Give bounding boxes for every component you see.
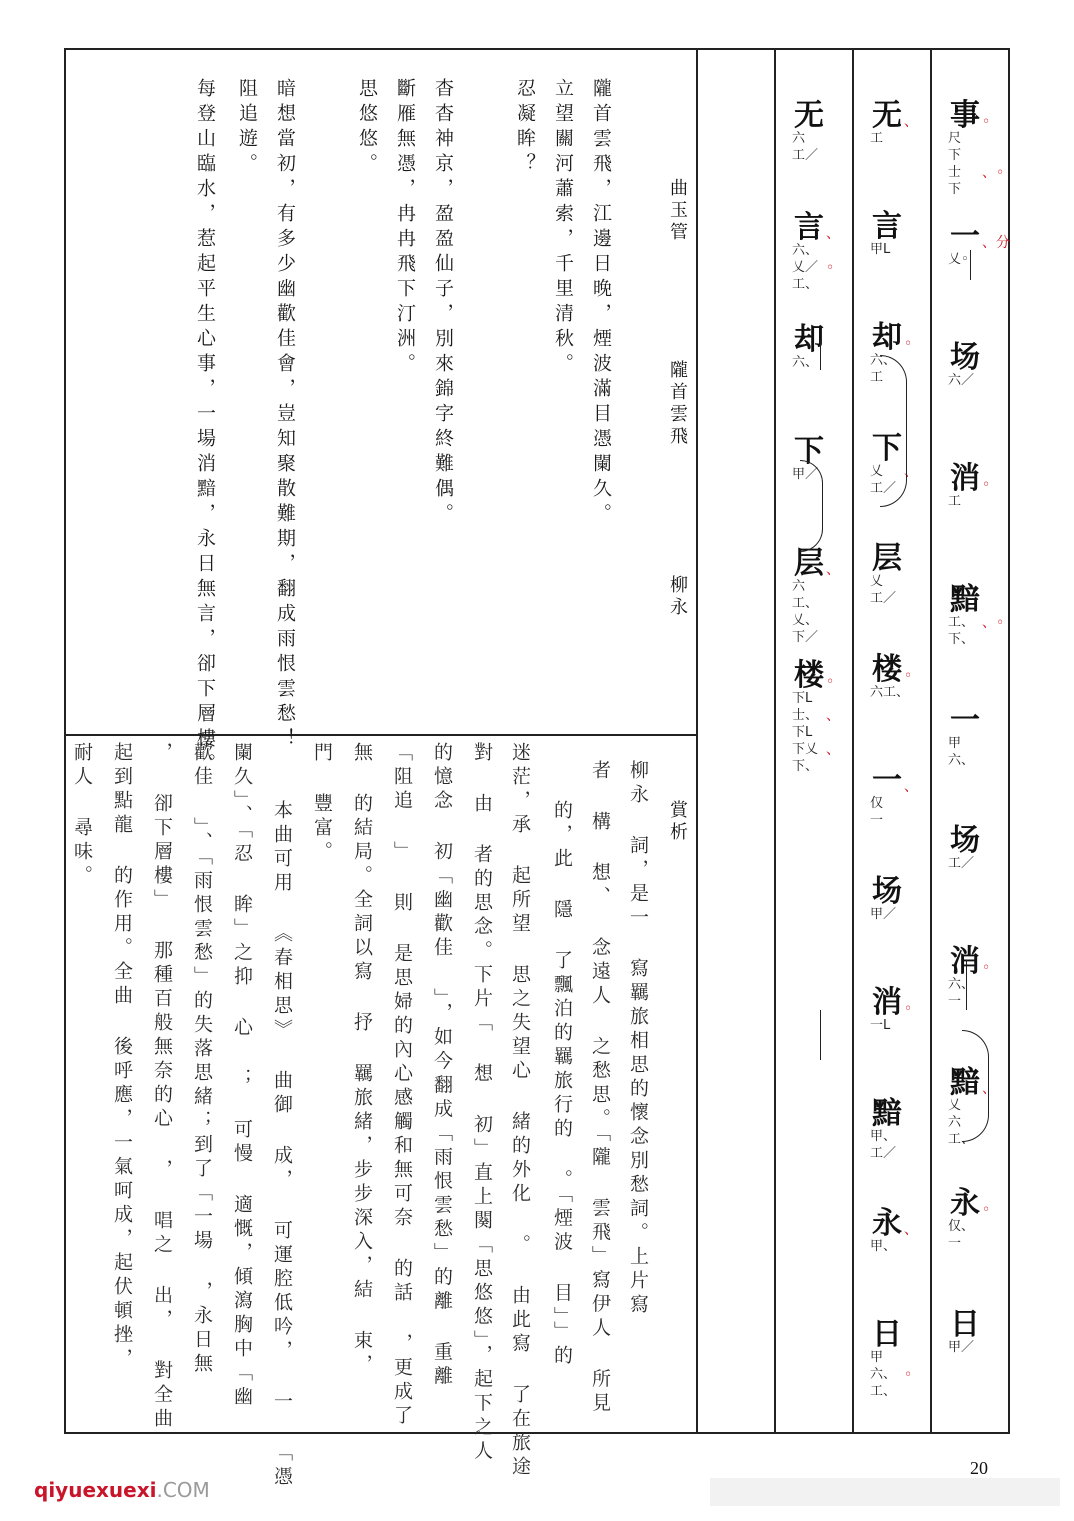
lyric-character: 楼 [794,658,824,693]
lyric-character: 一 [950,219,980,254]
divider-score-1 [774,48,776,1434]
rhythm-marks: ◦ [904,336,913,352]
lyric-character: 无 [872,98,902,133]
lyric-character: 楼 [872,652,902,687]
rhythm-marks: 、 [904,114,918,130]
rhythm-marks: ◦ 、◦ [982,114,1005,181]
lyric-character: 永 [872,1206,902,1241]
notation-symbols: 六、 乂／ 工、 [792,243,819,292]
notation-symbols: 六 工／ [792,131,819,163]
notation-symbols: 六 工、 乂、 下／ [792,579,819,645]
lyric-character: 一 [950,703,980,738]
notation-symbols: 甲 六、 工、 [870,1350,897,1399]
notation-symbols: 甲 六、 [948,736,975,768]
tune-title: 曲玉管 [667,178,688,244]
lyric-character: 层 [872,541,902,576]
lyric-character: 场 [872,874,902,909]
divider-text-score [696,48,698,1434]
lyric-character: 日 [950,1307,980,1342]
lyric-character: 下 [794,434,824,469]
notation-symbols: 乂 六 工、 [948,1098,975,1147]
author-name: 柳永 [667,575,688,619]
rhythm-marks: ◦ [904,1367,913,1383]
score-column [936,60,1010,1420]
score-column [780,60,850,1420]
lyric-character: 消 [950,461,980,496]
lyric-character: 一 [872,763,902,798]
notation-symbols: 甲／ [870,907,897,922]
analysis-line: 迷茫，承 起所望 思之失望心 緒的外化 。 由此寫 了在旅途 [509,742,531,1480]
rhythm-marks: 、◦ [982,615,1005,631]
divider-score-2 [852,48,854,1434]
lyric-character: 层 [794,546,824,581]
lyric-character: 永 [950,1186,980,1221]
rhythm-marks: ◦ [982,1202,991,1218]
notation-symbols: 乂 工／ [870,574,897,606]
analysis-heading: 賞析 [667,800,688,844]
notation-symbols: 甲／ [792,467,819,482]
site-watermark [34,1478,210,1502]
lyric-character: 黯 [872,1096,902,1131]
lyric-character: 下 [872,431,902,466]
notation-symbols: 甲、 工／ [870,1129,897,1161]
lyric-character: 黯 [950,582,980,617]
rhythm-marks: 、分 [982,235,1010,251]
lyric-line: 忍凝眸？ [514,78,536,178]
lyric-character: 无 [794,98,824,133]
watermark-fade [710,1478,1060,1506]
notation-symbols: 六、 一 [948,977,975,1009]
lyric-character: 日 [872,1317,902,1352]
analysis-line: 對 由 者的思念。下片「 想 初」直上闋「思悠悠」，起下之人 [471,742,493,1465]
phrase-arc [962,1030,989,1142]
phrase-arc [880,355,907,507]
score-column [858,60,928,1420]
rhythm-marks: 、 [904,1222,918,1238]
rhythm-marks: ◦ [982,477,991,493]
lyric-line: 立望關河蕭索，千里清秋。 [552,78,574,378]
lyric-character: 事 [950,98,980,133]
rhythm-marks: 、 [982,1081,996,1097]
lyric-character: 消 [872,985,902,1020]
analysis-line: 無 的結局。全詞以寫 抒 羈旅緒，步步深入，結 束， [351,742,373,1378]
page-number: 20 [970,1458,988,1478]
divider-score-3 [930,48,932,1434]
lyric-character: 言 [872,209,902,244]
rhythm-marks: ◦ [982,960,991,976]
analysis-line: 耐人 尋味。 [71,742,93,889]
analysis-line: 門 豐富。 [311,742,333,865]
phrase-arc [800,460,823,552]
analysis-line: 本曲可用 《春相思》 曲御 成， 可運腔低吟， 一 「憑 [271,800,293,1490]
lyric-line: 暗想當初，有多少幽歡佳會，豈知聚散難期，翻成雨恨雲愁！ [274,78,296,753]
lyric-character: 场 [950,340,980,375]
lyric-line: 阻追遊。 [236,78,258,178]
analysis-line: ， 卻下層樓」 那種百般無奈的心 ， 唱之 出， 對全曲 [151,742,173,1432]
notation-symbols: 工 [870,131,884,146]
lyric-character: 场 [950,823,980,858]
notation-symbols: 六／ [948,373,975,388]
watermark-suffix: .COM [156,1478,210,1502]
lyric-line: 隴首雲飛，江邊日晚，煙波滿目憑闌久。 [590,78,612,528]
rhythm-marks: ◦ [904,1001,913,1017]
lyric-character: 却 [794,322,824,357]
notation-symbols: 乂 工／ [870,464,897,496]
lyric-character: 消 [950,944,980,979]
lyric-line: 思悠悠。 [356,78,378,178]
notation-symbols: 下L 士、 下L 下乂 下、 [792,691,819,774]
analysis-line: 闌久」、「忍 眸」之抑 心 ； 可慢 適慨，傾瀉胸中「幽 [231,742,253,1410]
rhythm-marks: 、 [904,779,918,795]
rhythm-marks: ◦ [904,668,913,684]
lyric-line: 杳杳神京，盈盈仙子，別來錦字終難偶。 [432,78,454,528]
notation-symbols: 甲、 [870,1239,897,1254]
notation-symbols: 乂◦ [948,252,969,267]
analysis-line: 歡佳 」、「雨恨雲愁」的失落思緒；到了「一場 ，永日無 [191,742,213,1377]
analysis-line: 柳永 詞，是一 寫羈旅相思的懷念別愁詞。上片寫 [627,760,649,1318]
notation-symbols: 仅、 一 [948,1219,975,1251]
notation-symbols: 仅 一 [870,796,884,828]
notation-symbols: 尺 下 士 下 [948,131,962,197]
notation-symbols: 六、 工 [870,353,897,385]
rhythm-marks: 、 [904,464,918,480]
notation-symbols: 甲L [870,242,891,257]
notation-symbols: 工／ [948,856,975,871]
analysis-line: 的憶念 初「幽歡佳 」，如今翻成「雨恨雲愁」的離 重離 [431,742,453,1390]
glide-line [966,960,967,1010]
glide-line [820,1010,821,1060]
notation-symbols: 工、 下、 [948,615,975,647]
analysis-line: 「阻追 」 則 是思婦的內心感觸和無可奈 的話 ，更成了 [391,742,413,1429]
glide-line [970,250,971,280]
notation-symbols: 六、 [792,355,819,370]
lyric-line: 斷雁無憑，冉冉飛下汀洲。 [394,78,416,378]
rhythm-marks: ◦ 、 、 [826,674,840,758]
notation-symbols: 一L [870,1018,891,1033]
lyric-character: 言 [794,210,824,245]
lyric-line: 每登山臨水，惹起平生心事，一場消黯，永日無言，卻下層樓。 [194,78,216,778]
rhythm-marks: 、 [826,562,840,578]
analysis-line: 起到點龍 的作用。全曲 後呼應，一氣呵成，起伏頓挫， [111,742,133,1372]
notation-symbols: 六工、 [870,685,910,700]
analysis-line: 的，此 隱 了飄泊的羈旅行的 。「煙波 目」」的 [551,800,573,1369]
rhythm-marks: 、 ◦ [826,226,840,276]
lyric-character: 却 [872,320,902,355]
notation-symbols: 工 [948,494,962,509]
analysis-line: 者 構 想、 念遠人 之愁思。「隴 雲飛」寫伊人 所見 [589,760,611,1417]
lyric-character: 黯 [950,1065,980,1100]
divider-lyric-analysis [64,734,696,736]
first-line-title: 隴首雲飛 [667,360,688,448]
glide-line [820,340,821,370]
notation-symbols: 甲／ [948,1340,975,1355]
watermark-brand: qiyuexuexi [34,1478,157,1502]
